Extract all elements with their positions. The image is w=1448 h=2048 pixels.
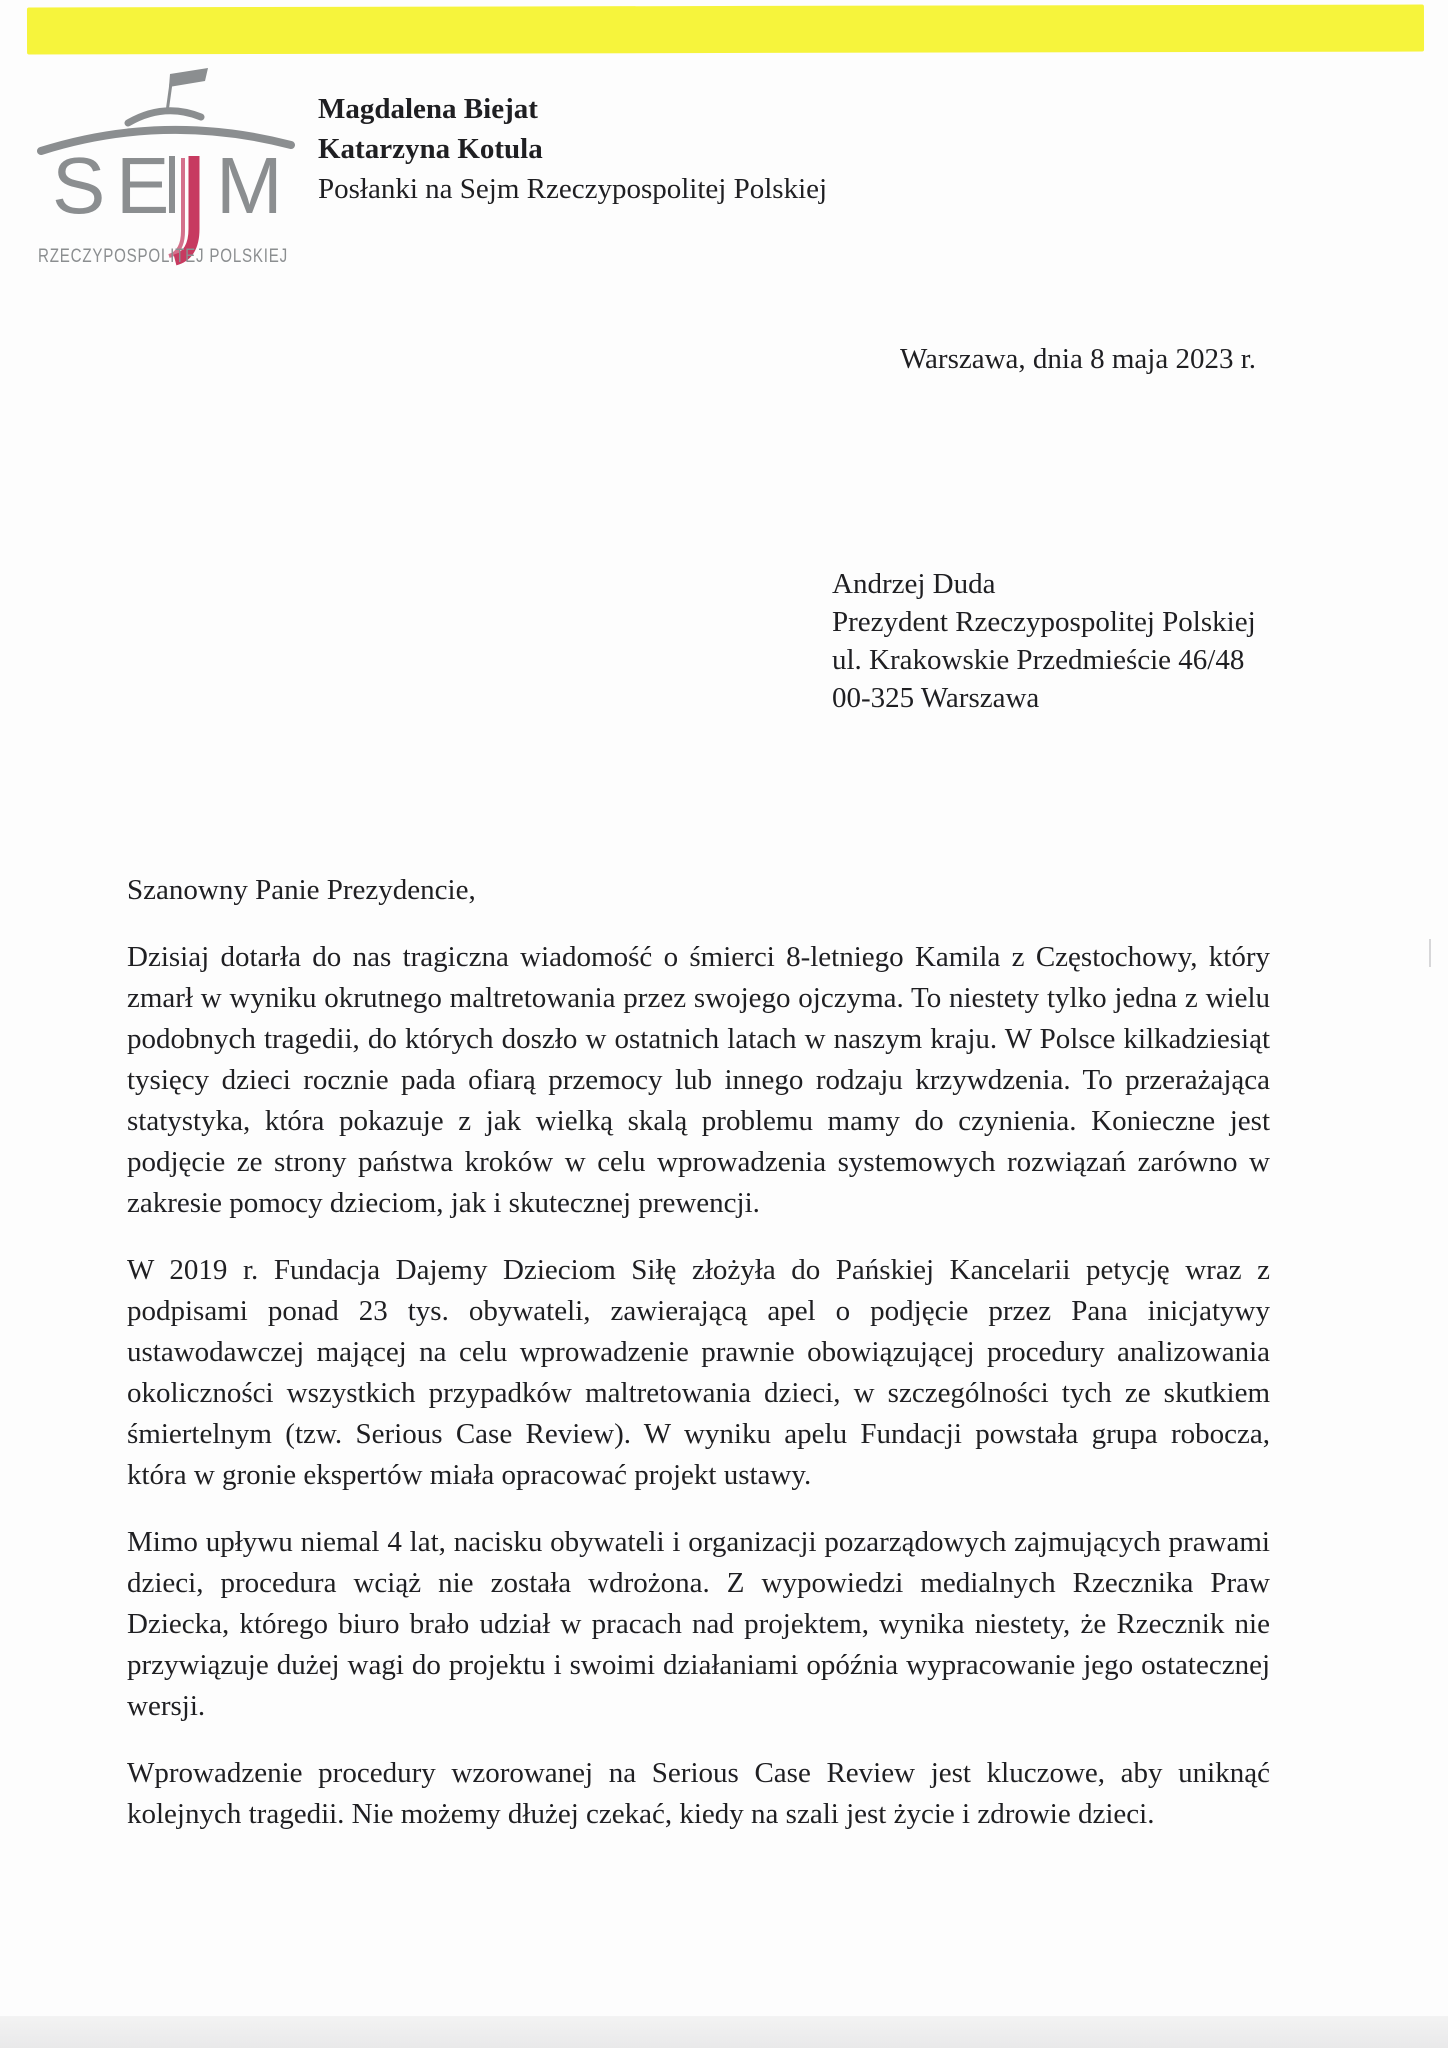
yellow-highlight-bar: [27, 5, 1424, 55]
recipient-city: 00-325 Warszawa: [832, 682, 1040, 714]
salutation: Szanowny Panie Prezydencie,: [127, 874, 476, 906]
scan-artifact-line: [1429, 939, 1431, 967]
logo-letter-s: S: [52, 141, 106, 230]
logo-letter-j-gray-stroke: [169, 156, 175, 213]
dome-flag-icon: [169, 68, 208, 87]
sejm-logo: [36, 66, 328, 278]
sejm-logo-graphic: [36, 66, 328, 278]
dateline: Warszawa, dnia 8 maja 2023 r.: [900, 343, 1257, 375]
body-paragraph-3: Mimo upływu niemal 4 lat, nacisku obywateli i organizacji pozarządowych zajmujących prawami dzieci, procedura wciąż nie została wdrożona. Z wypowiedzi medialnych Rzecznika Praw Dziecka, którego biuro brało udział w pracach nad projektem, wynika niestety, że Rzecznik nie przywiązuje dużej wagi do projektu i swoimi działaniami opóźnia wypracowanie jego ostatecznej wersji.: [127, 1526, 1270, 1722]
bottom-scan-band: [0, 2016, 1448, 2048]
authors-block: [318, 89, 827, 209]
logo-letter-e: E: [116, 141, 170, 230]
recipient-block: [832, 565, 1256, 717]
author-name-1: Magdalena Biejat: [318, 93, 538, 125]
logo-letter-m: M: [216, 141, 283, 230]
body-paragraph-4: Wprowadzenie procedury wzorowanej na Serious Case Review jest kluczowe, aby uniknąć kolejnych tragedii. Nie możemy dłużej czekać, kiedy na szali jest życie i zdrowie dzieci.: [127, 1757, 1270, 1830]
recipient-street: ul. Krakowskie Przedmieście 46/48: [832, 644, 1245, 676]
recipient-name: Andrzej Duda: [832, 568, 996, 600]
authors-title: Posłanki na Sejm Rzeczypospolitej Polskiej: [318, 173, 828, 205]
logo-caption: RZECZYPOSPOLITEJ POLSKIEJ: [38, 246, 288, 267]
body-paragraph-1: Dzisiaj dotarła do nas tragiczna wiadomość o śmierci 8-letniego Kamila z Częstochowy, który zmarł w wyniku okrutnego maltretowania przez swojego ojczyma. To niestety tylko jedna z wielu podobnych tragedii, do których doszło w ostatnich latach w naszym kraju. W Polsce kilkadziesiąt tysięcy dzieci rocznie pada ofiarą przemocy lub innego rodzaju krzywdzenia. To przerażająca statystyka, która pokazuje z jak wielką skalą problemu mamy do czynienia. Konieczne jest podjęcie ze strony państwa kroków w celu wprowadzenia systemowych rozwiązań zarówno w zakresie pomocy dzieciom, jak i skutecznej prewencji.: [127, 941, 1270, 1219]
author-name-2: Katarzyna Kotula: [318, 133, 543, 165]
dome-small-arc: [128, 111, 201, 123]
body-paragraph-2: W 2019 r. Fundacja Dajemy Dzieciom Siłę złożyła do Pańskiej Kancelarii petycję wraz z podpisami ponad 23 tys. obywateli, zawierającą apel o podjęcie przez Pana inicjatywy ustawodawczej mającej na celu wprowadzenie prawnie obowiązującej procedury analizowania okoliczności wszystkich przypadków maltretowania dzieci, w szczególności tych ze skutkiem śmiertelnym (tzw. Serious Case Review). W wyniku apelu Fundacji powstała grupa robocza, która w gronie ekspertów miała opracować projekt ustawy.: [127, 1254, 1270, 1491]
recipient-title: Prezydent Rzeczypospolitej Polskiej: [832, 606, 1256, 638]
letter-body: [127, 870, 1270, 1835]
